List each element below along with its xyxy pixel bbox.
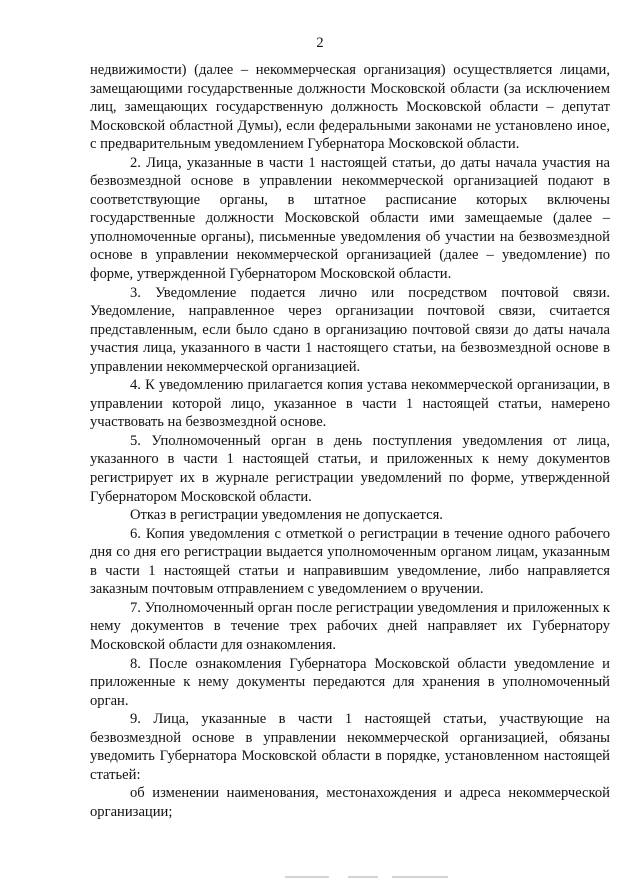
paragraph-5: 5. Уполномоченный орган в день поступления уведомления от лица, указанного в части 1 настоящей статьи, и приложенных к нему документов регистрирует их в журнале регистрации уведомлений по форме, утвержденной Губернатором Московской области. (90, 432, 610, 505)
paragraph-7: 7. Уполномоченный орган после регистрации уведомления и приложенных к нему документов в течение трех рабочих дней направляет их Губернатору Московской области для ознакомления. (90, 599, 610, 653)
scan-artifact (348, 876, 378, 878)
paragraph-2: 2. Лица, указанные в части 1 настоящей статьи, до даты начала участия на безвозмездной основе в управлении некоммерческой организацией подают в соответствующие органы, в штатное расписание которых включены государственные должности Московской области ими замещаемые (далее – уполномоченные органы), письменные уведомления об участии на безвозмездной основе в управлении некоммерческой организацией (далее – уведомление) по форме, утвержденной Губернатором Московской области. (90, 154, 610, 283)
scan-artifact (285, 876, 329, 878)
paragraph-6: 6. Копия уведомления с отметкой о регистрации в течение одного рабочего дня со дня его регистрации выдается уполномоченным органом лицам, указанным в части 1 настоящей статьи и направившим уведомление, либо направляется заказным почтовым отправлением с уведомлением о вручении. (90, 525, 610, 598)
paragraph-8: 8. После ознакомления Губернатора Московской области уведомление и приложенные к нему документы передаются для хранения в уполномоченный орган. (90, 655, 610, 709)
paragraph-refusal-note: Отказ в регистрации уведомления не допускается. (130, 507, 443, 524)
paragraph-9: 9. Лица, указанные в части 1 настоящей статьи, участвующие на безвозмездной основе в управлении некоммерческой организацией, обязаны уведомить Губернатора Московской области в порядке, установленном настоящей статьей: (90, 711, 610, 783)
page-number: 2 (316, 35, 324, 51)
document-body (90, 61, 610, 821)
scan-artifact (392, 876, 448, 878)
paragraph-3: 3. Уведомление подается лично или посредством почтовой связи. Уведомление, направленное через организации почтовой связи, считается представленным, если было сдано в организацию почтовой связи до даты начала участия лица, указанного в части 1 настоящего статьи, на безвозмездной основе в управлении некоммерческой организацией. (90, 284, 610, 375)
paragraph-9-item-1: об изменении наименования, местонахождения и адреса некоммерческой организации; (90, 785, 610, 820)
paragraph-intro-continuation: недвижимости) (далее – некоммерческая организация) осуществляется лицами, замещающими государственные должности Московской области (за исключением лиц, замещающих государственную должность Московской области – депутат Московской областной Думы), если федеральными законами не установлено иное, с предварительным уведомлением Губернатора Московской области. (90, 62, 610, 153)
paragraph-4: 4. К уведомлению прилагается копия устава некоммерческой организации, в управлении которой лицо, указанное в части 1 настоящей статьи, намерено участвовать на безвозмездной основе. (90, 377, 610, 431)
